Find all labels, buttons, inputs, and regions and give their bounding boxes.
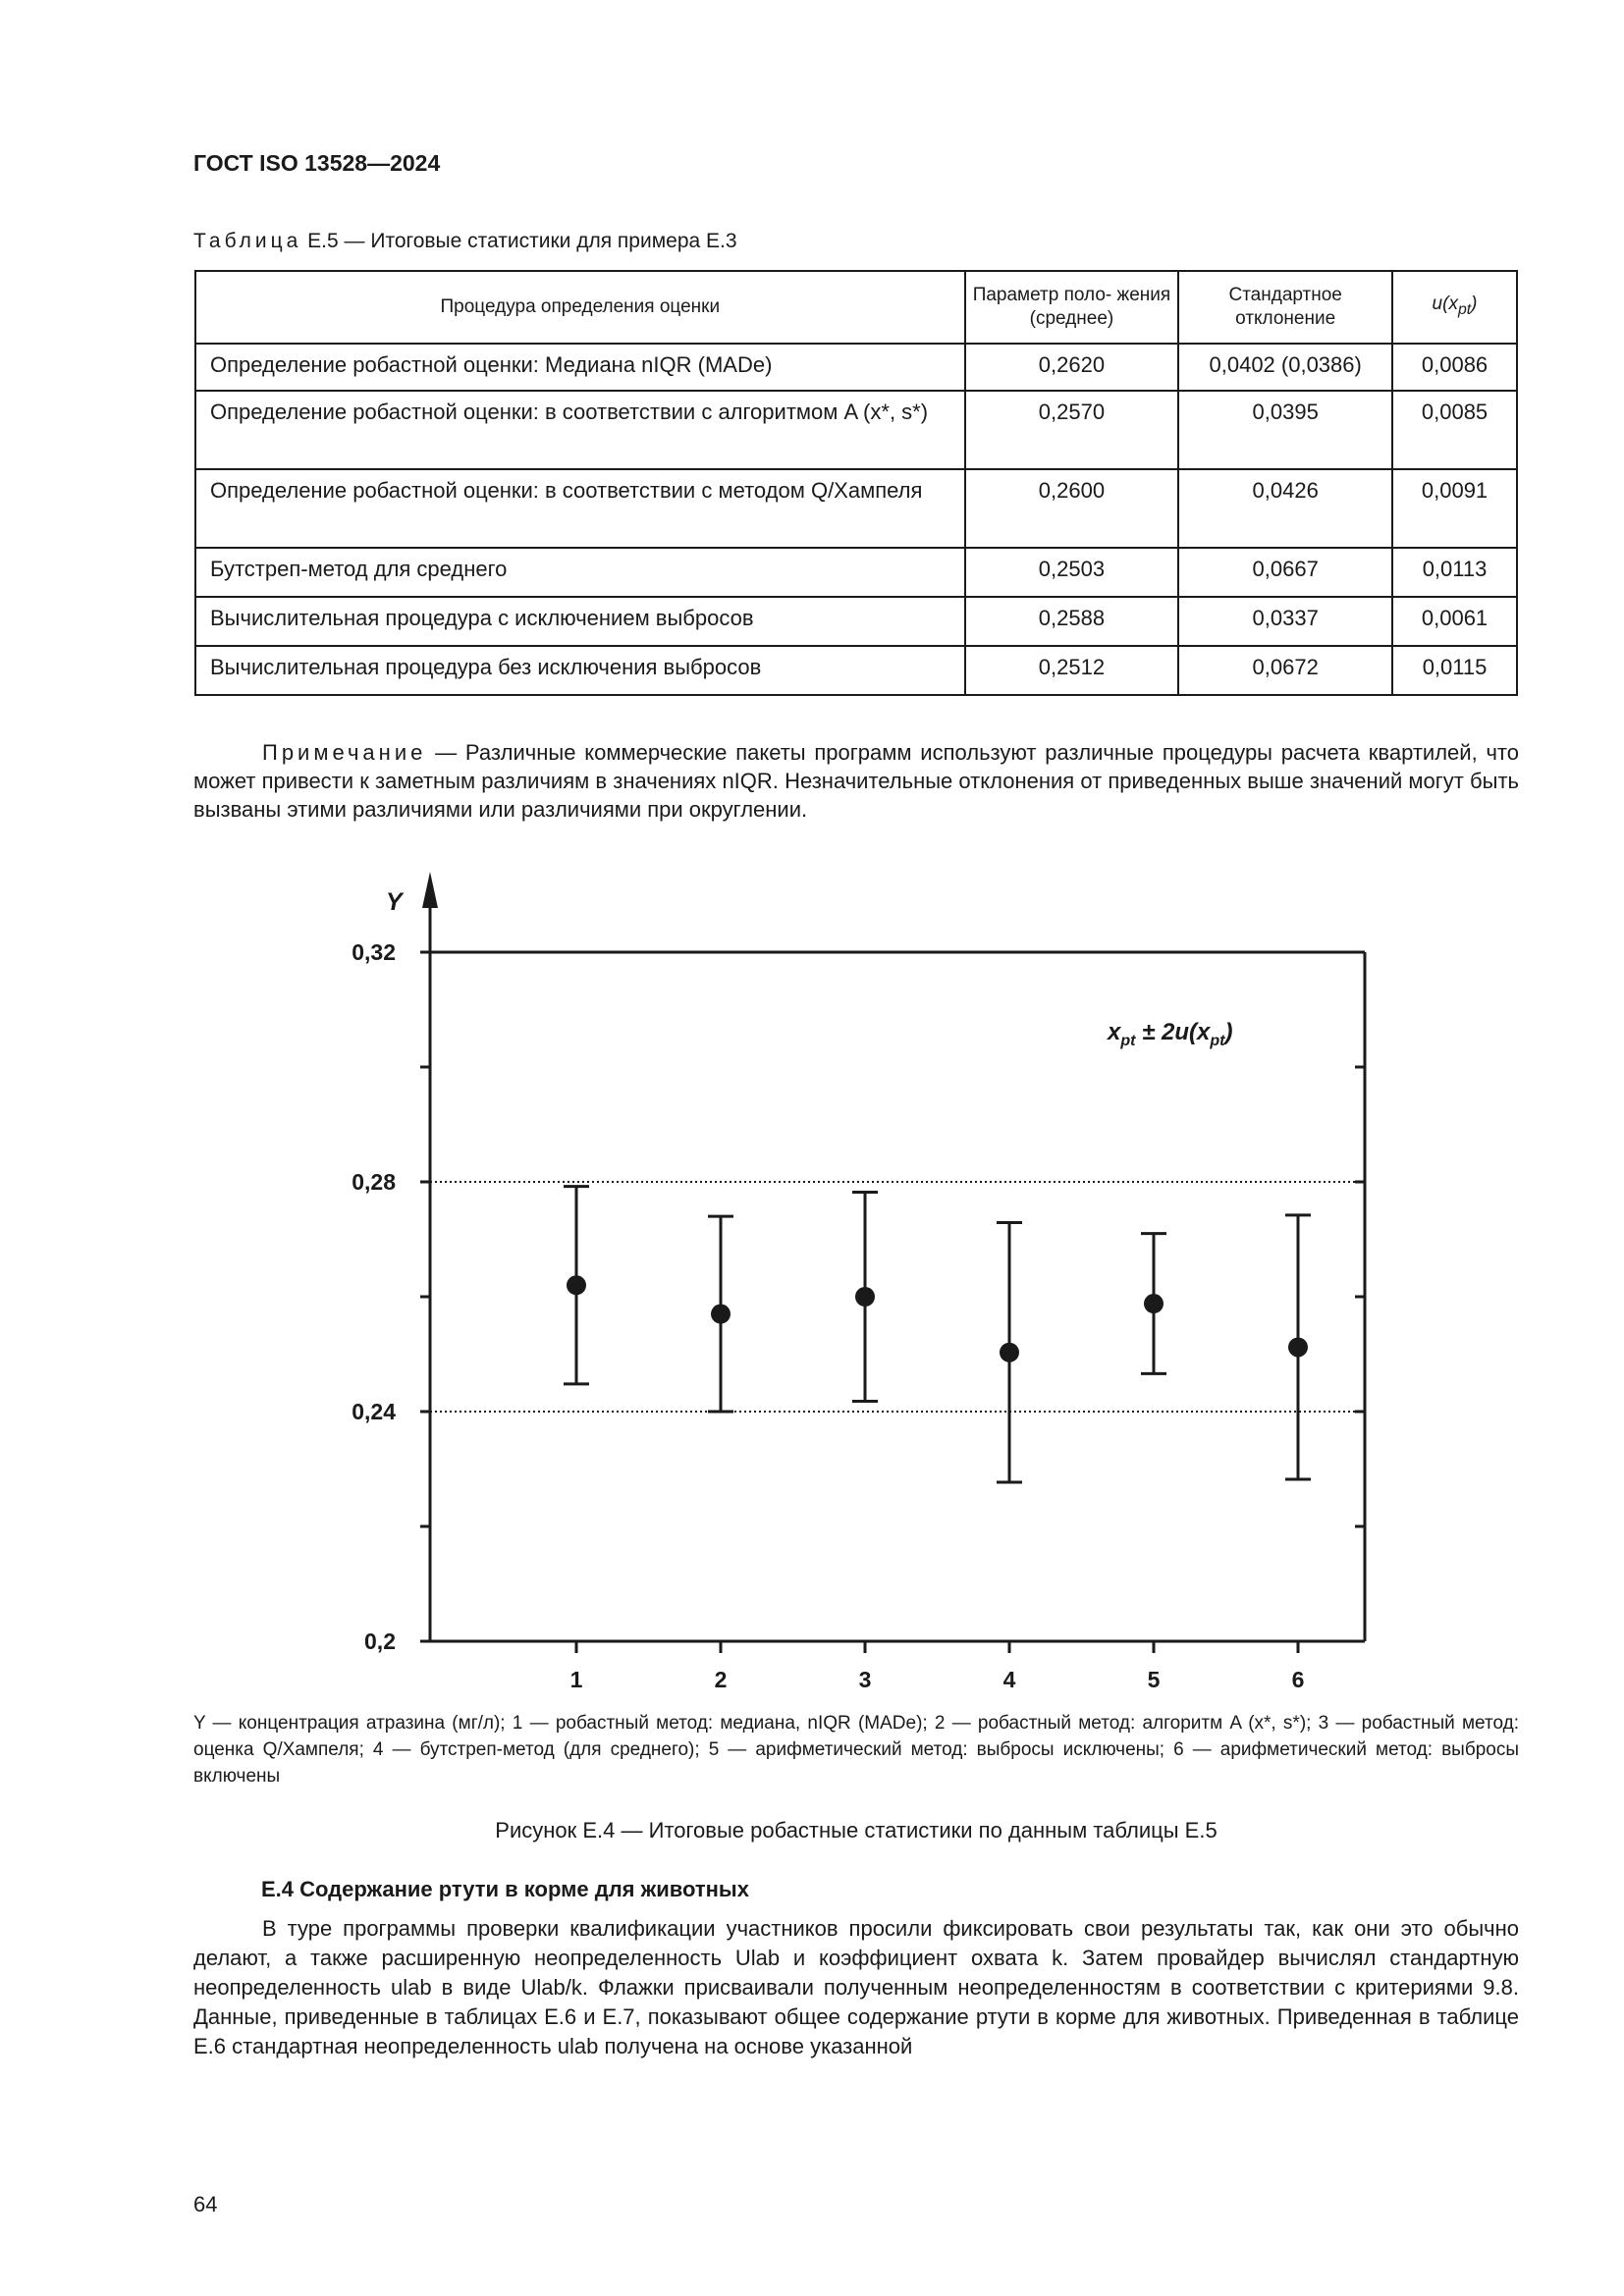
x-tick-label: 5 bbox=[1147, 1667, 1161, 1688]
reference-lines bbox=[430, 1182, 1365, 1412]
y-tick-label: 0,28 bbox=[352, 1169, 396, 1195]
cell-procedure: Определение робастной оценки: Медиана nIQR (MADe) bbox=[195, 344, 965, 391]
y-axis-label: Y bbox=[386, 888, 403, 916]
y-tick-label: 0,24 bbox=[352, 1399, 396, 1424]
table-caption-text: Е.5 — Итоговые статистики для примера Е.3 bbox=[301, 230, 737, 252]
cell-location: 0,2503 bbox=[965, 548, 1179, 597]
annotation-base: x bbox=[1108, 1019, 1121, 1045]
standard-title: ГОСТ ISO 13528—2024 bbox=[193, 150, 441, 176]
y-tick-label: 0,32 bbox=[352, 939, 396, 965]
header-procedure: Процедура определения оценки bbox=[195, 271, 965, 344]
table-caption-label: Таблица bbox=[193, 230, 302, 252]
cell-location: 0,2512 bbox=[965, 646, 1179, 695]
cell-uncertainty: 0,0115 bbox=[1392, 646, 1517, 695]
header-u-sub: pt bbox=[1457, 300, 1472, 318]
cell-stdev: 0,0395 bbox=[1178, 391, 1392, 469]
cell-stdev: 0,0337 bbox=[1178, 597, 1392, 646]
page-number: 64 bbox=[193, 2192, 218, 2216]
y-axis-arrow bbox=[422, 872, 438, 908]
cell-location: 0,2588 bbox=[965, 597, 1179, 646]
cell-procedure: Вычислительная процедура без исключения выбросов bbox=[195, 646, 965, 695]
header-stdev: Стандартное отклонение bbox=[1178, 271, 1392, 344]
x-tick-label: 1 bbox=[569, 1667, 583, 1688]
cell-location: 0,2570 bbox=[965, 391, 1179, 469]
cell-uncertainty: 0,0085 bbox=[1392, 391, 1517, 469]
cell-uncertainty: 0,0086 bbox=[1392, 344, 1517, 391]
section-heading: Е.4 Содержание ртути в корме для животных bbox=[261, 1877, 749, 1901]
x-tick-labels bbox=[570, 1667, 1305, 1688]
x-tick-label: 2 bbox=[714, 1667, 728, 1688]
figure-legend: Y — концентрация атразина (мг/л); 1 — робастный метод: медиана, nIQR (MADe); 2 — робастный метод: алгоритм A (x*, s*); 3 — робастный метод: оценка Q/Хампеля; 4 — бутстреп-метод (для среднего); 5 — арифметический метод: выбросы исключены; 6 — арифметический метод: выбросы включены bbox=[193, 1713, 1519, 1787]
data-point bbox=[1000, 1343, 1019, 1362]
data-point bbox=[711, 1305, 731, 1324]
cell-location: 0,2600 bbox=[965, 469, 1179, 548]
cell-uncertainty: 0,0091 bbox=[1392, 469, 1517, 548]
cell-uncertainty: 0,0061 bbox=[1392, 597, 1517, 646]
cell-procedure: Определение робастной оценки: в соответствии с методом Q/Хампеля bbox=[195, 469, 965, 548]
annotation-sub2: pt bbox=[1210, 1033, 1225, 1049]
x-tick-label: 4 bbox=[1002, 1667, 1016, 1688]
annotation-mid: ± 2u(x bbox=[1135, 1019, 1211, 1045]
annotation-sub1: pt bbox=[1120, 1033, 1136, 1049]
data-point bbox=[567, 1275, 586, 1295]
cell-stdev: 0,0672 bbox=[1178, 646, 1392, 695]
chart-annotation bbox=[1106, 1019, 1232, 1049]
header-u-base: u(x bbox=[1432, 294, 1458, 315]
y-ticks bbox=[420, 952, 1365, 1641]
cell-procedure: Вычислительная процедура с исключением выбросов bbox=[195, 597, 965, 646]
note-text: — Различные коммерческие пакеты программ используют различные процедуры расчета квартилей, что может привести к заметным различиям в значениях nIQR. Незначительные отклонения от приведенных выше значений могут быть вызваны этими различиями или различиями при округлении. bbox=[193, 740, 1519, 822]
cell-stdev: 0,0402 (0,0386) bbox=[1178, 344, 1392, 391]
data-series bbox=[564, 1187, 1311, 1482]
cell-location: 0,2620 bbox=[965, 344, 1179, 391]
y-tick-label: 0,2 bbox=[364, 1629, 396, 1654]
cell-stdev: 0,0426 bbox=[1178, 469, 1392, 548]
data-point bbox=[1288, 1337, 1308, 1357]
cell-uncertainty: 0,0113 bbox=[1392, 548, 1517, 597]
section-paragraph: В туре программы проверки квалификации участников просили фиксировать свои результаты так, как они это обычно делают, а также расширенную неопределенность Ulab и коэффициент охвата k. Затем провайдер вычислял стандартную неопределенность ulab в виде Ulab/k. Флажки присваивали полученным неопределенностям в соответствии с критериями 9.8. Данные, приведенные в таблицах Е.6 и Е.7, показывают общее содержание ртути в корме для животных. Приведенная в таблице Е.6 стандартная неопределенность ulab получена на основе указанной bbox=[193, 1916, 1519, 2058]
y-tick-labels bbox=[352, 939, 396, 1654]
header-u-end: ) bbox=[1471, 294, 1478, 315]
note-label: Примечание bbox=[262, 740, 427, 765]
cell-stdev: 0,0667 bbox=[1178, 548, 1392, 597]
cell-procedure: Определение робастной оценки: в соответствии с алгоритмом A (x*, s*) bbox=[195, 391, 965, 469]
x-tick-label: 3 bbox=[858, 1667, 872, 1688]
annotation-end: ) bbox=[1224, 1019, 1233, 1045]
cell-procedure: Бутстреп-метод для среднего bbox=[195, 548, 965, 597]
x-ticks bbox=[576, 1641, 1298, 1653]
header-location: Параметр поло- жения (среднее) bbox=[965, 271, 1179, 344]
data-point bbox=[1144, 1294, 1164, 1313]
figure-title: Рисунок Е.4 — Итоговые робастные статистики по данным таблицы Е.5 bbox=[495, 1818, 1218, 1842]
data-point bbox=[855, 1287, 875, 1307]
x-tick-label: 6 bbox=[1291, 1667, 1305, 1688]
